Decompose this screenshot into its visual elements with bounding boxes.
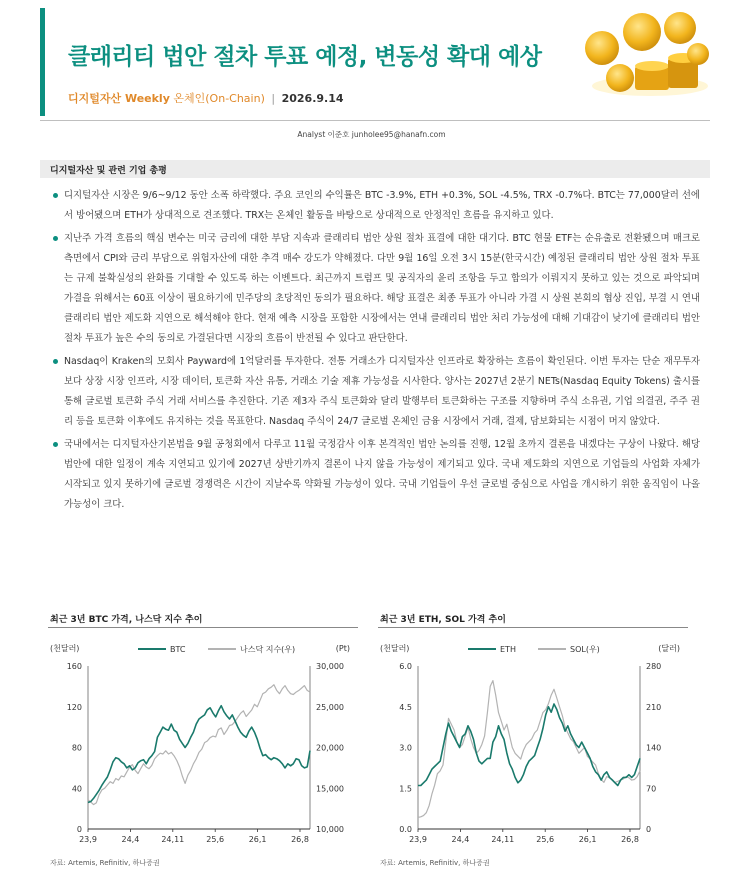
- x-tick-label: 26,1: [248, 835, 267, 844]
- y-right-tick-label: 15,000: [316, 784, 344, 794]
- separator: |: [271, 92, 276, 105]
- y-right-unit-label: (Pt): [335, 644, 350, 653]
- y-left-tick-label: 120: [66, 702, 82, 712]
- y-left-tick-label: 6.0: [399, 662, 412, 671]
- report-subtitle: [68, 90, 344, 106]
- bullet-paragraph: [64, 435, 700, 515]
- accent-bar: [40, 8, 45, 116]
- bullet-dot-icon: [53, 442, 58, 447]
- legend-label: SOL(우): [570, 645, 600, 654]
- bullet-text: 국내에서는 디지털자산기본법을 9월 공청회에서 다루고 11월 국정감사 이후 본격적인 법안 논의를 진행, 12월 초까지 결론을 내겠다는 구상이 나왔다. 해당 법안에 대한 일정이 계속 지연되고 있기에 2027년 상반기까지 결론이 나지 않을 가능성이 제기되고 있다. 국내 제도화의 지연으로 기업들의 사업화 자체가 시작되고 있지 못하기에 글로벌 경쟁력은 시간이 지날수록 약화될 가능성이 있다. 국내 기업들이 우선 글로벌 중심으로 사업을 개시하기 위한 움직임이 나올 가능성이 크다.: [64, 439, 700, 510]
- y-right-tick-label: 210: [646, 702, 662, 712]
- bullet-paragraph: [64, 186, 700, 226]
- report-header: [40, 8, 710, 116]
- y-right-tick-label: 25,000: [316, 702, 344, 712]
- x-tick-label: 24,11: [161, 835, 185, 844]
- chart-canvas: [378, 632, 688, 857]
- x-tick-label: 25,6: [206, 835, 225, 844]
- gold-coins-illustration: [580, 8, 710, 108]
- y-right-tick-label: 280: [646, 662, 662, 671]
- series-line: [418, 704, 640, 786]
- series-line: [88, 685, 310, 805]
- legend-label: 나스닥 지수(우): [240, 645, 296, 654]
- bullet-paragraph: [64, 229, 700, 349]
- y-right-tick-label: 10,000: [316, 825, 344, 834]
- chart-title: 최근 3년 BTC 가격, 나스닥 지수 추이: [50, 615, 203, 625]
- y-left-unit-label: (천달러): [380, 644, 410, 653]
- y-left-tick-label: 80: [71, 743, 82, 753]
- series-line: [88, 706, 310, 803]
- y-left-tick-label: 3.0: [399, 743, 412, 753]
- header-divider: [40, 120, 710, 121]
- y-right-tick-label: 30,000: [316, 662, 344, 671]
- y-right-unit-label: (달러): [658, 644, 680, 653]
- bullet-dot-icon: [53, 193, 58, 198]
- y-left-tick-label: 1.5: [399, 784, 412, 794]
- chart-source: 자료: Artemis, Refinitiv, 하나증권: [380, 859, 490, 867]
- category-label: 온체인(On-Chain): [173, 92, 265, 105]
- y-left-tick-label: 0: [76, 825, 82, 834]
- bullet-dot-icon: [53, 359, 58, 364]
- legend-label: BTC: [170, 645, 186, 654]
- x-tick-label: 26,8: [291, 835, 309, 844]
- y-left-tick-label: 0.0: [399, 825, 412, 834]
- y-right-tick-label: 70: [646, 784, 657, 794]
- x-tick-label: 26,8: [621, 835, 639, 844]
- x-tick-label: 23,9: [409, 835, 427, 844]
- summary-bullets: [64, 186, 700, 518]
- report-date: 2026.9.14: [281, 92, 344, 105]
- y-right-tick-label: 20,000: [316, 743, 344, 753]
- y-left-tick-label: 4.5: [399, 702, 412, 712]
- bullet-text: Nasdaq이 Kraken의 모회사 Payward에 1억달러를 투자한다. 전통 거래소가 디지털자산 인프라로 확장하는 흐름이 확인된다. 이번 투자는 단순 재무투자보다 상장 시장 인프라, 시장 데이터, 토큰화 자산 유통, 거래소 기술 제휴 가능성을 시사한다. 양사는 2027년 2분기 NETs(Nasdaq Equity Tokens) 출시를 통해 글로벌 토큰화 주식 거래 서비스를 추진한다. 기존 제3자 주식 토큰화와 달리 발행부터 토큰화하는 구조를 지향하며 주식 소유권, 기업 의결권, 주주 권리 등을 토큰화 이후에도 유지하는 것을 목표한다. Nasdaq 주식이 24/7 글로벌 온체인 금융 시장에서 거래, 결제, 담보화되는 시점이 머지 않았다.: [64, 356, 700, 427]
- analyst-line: Analyst 이준호 junholee95@hanafn.com: [297, 130, 446, 139]
- brand-label: 디지털자산 Weekly: [68, 92, 170, 105]
- y-left-unit-label: (천달러): [50, 644, 80, 653]
- bullet-text: 지난주 가격 흐름의 핵심 변수는 미국 금리에 대한 부담 지속과 클래리티 법안 상원 절차 표결에 대한 대기다. BTC 현물 ETF는 순유출로 전환됐으며 매크로 측면에서 CPI와 금리 부담으로 위험자산에 대한 추격 매수 강도가 약해졌다. 다만 9월 16일 오전 3시 15분(한국시간) 예정된 클래리티 법안 상원 절차 투표는 규제 불확실성의 완화를 기대할 수 있도록 하는 이벤트다. 최근까지 트럼프 및 공직자의 윤리 조항을 두고 합의가 이뤄지지 못하고 있는 것으로 파악되며 가결을 위해서는 60표 이상이 필요하기에 민주당의 초당적인 동의가 필요하다. 해당 표결은 최종 투표가 아니라 가결 시 상원 본회의 협상 진입, 부결 시 연내 클래리티 법안 제도화 지연으로 해석해야 한다. 현재 예측 시장을 포함한 시장에서는 연내 클래리티 법안 처리 가능성에 대해 기대감이 낮기에 클래리티 법안 절차 투표가 높은 수의 동의로 가결된다면 시장의 흐름이 반전될 수 있다고 판단한다.: [64, 233, 700, 344]
- chart-source: 자료: Artemis, Refinitiv, 하나증권: [50, 859, 160, 867]
- btc-nasdaq-chart: [48, 608, 368, 875]
- bullet-dot-icon: [53, 236, 58, 241]
- y-right-tick-label: 0: [646, 825, 652, 834]
- report-title: 클래리티 법안 절차 투표 예정, 변동성 확대 예상: [68, 44, 542, 70]
- bullet-paragraph: [64, 352, 700, 432]
- x-tick-label: 23,9: [79, 835, 97, 844]
- eth-sol-chart: [378, 608, 698, 875]
- legend-label: ETH: [500, 645, 516, 654]
- section-title: 디지털자산 및 관련 기업 총평: [50, 166, 167, 176]
- y-left-tick-label: 160: [66, 662, 82, 671]
- bullet-text: 디지털자산 시장은 9/6~9/12 동안 소폭 하락했다. 주요 코인의 수익률은 BTC -3.9%, ETH +0.3%, SOL -4.5%, TRX -0.7%다. BTC는 77,000달러 선에서 방어됐으며 ETH가 상대적으로 견조했다. TRX는 온체인 활동을 바탕으로 상대적으로 안정적인 흐름을 유지하고 있다.: [64, 190, 700, 221]
- y-left-tick-label: 40: [71, 784, 82, 794]
- chart-canvas: [48, 632, 358, 857]
- y-right-tick-label: 140: [646, 743, 662, 753]
- x-tick-label: 25,6: [536, 835, 555, 844]
- x-tick-label: 26,1: [578, 835, 597, 844]
- series-line: [418, 681, 640, 818]
- x-tick-label: 24,11: [491, 835, 515, 844]
- x-tick-label: 24,4: [121, 835, 140, 844]
- x-tick-label: 24,4: [451, 835, 470, 844]
- chart-title: 최근 3년 ETH, SOL 가격 추이: [380, 615, 506, 625]
